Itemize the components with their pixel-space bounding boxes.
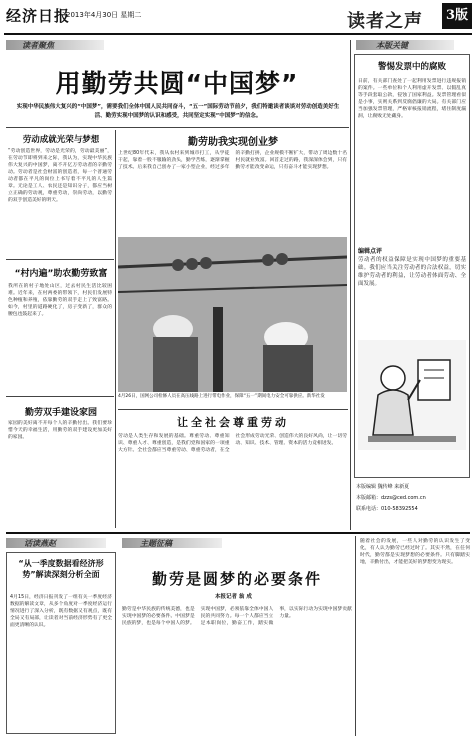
- essay-body: 勤劳是中华民族的传统美德，也是实现中国梦的必要条件。中国梦是民族的梦，也是每个中国人的梦。实现中国梦，必须依靠全体中国人民的共同努力。每一个人都应当立足本职岗位，勤奋工作，踏实做事，以实际行动为实现中国梦贡献力量。: [122, 607, 352, 626]
- left-article-title: 劳动成就光荣与梦想: [22, 135, 100, 145]
- linemen-illustration: [118, 237, 347, 392]
- divider-center-photo: [118, 409, 348, 410]
- section-title: 读者之声: [347, 11, 423, 32]
- column-rule-2: [350, 40, 351, 530]
- divider-left-1: [6, 259, 114, 260]
- staff-box: [356, 482, 470, 515]
- bottom-left-title: “从一季度数据看经济形势”解读深刻分析全面: [18, 559, 104, 579]
- sidebar-opinion-title: 编辑点评: [358, 248, 383, 255]
- divider-left-2: [6, 396, 114, 397]
- divider-bottom-section: [6, 532, 470, 534]
- bottom-left-body: 4月15日，经济日报刊发了一组有关一季度经济数据的解读文章，从多个角度对一季度经济运行情况进行了深入分析，既有数据又有观点，既有全局又有局部，让读者对当前经济形势有了更全面更清晰的认识。: [10, 595, 112, 628]
- social-article-body: 劳动是人类生存和发展的基础。尊重劳动、尊重知识、尊重人才、尊重创造，是我们党和国家的一项重大方针。全社会都应当尊重劳动、尊重劳动者，在全社会形成劳动光荣、创造伟大的良好风尚，让一切劳动、知识、技术、管理、资本的活力竞相迸发。: [118, 434, 347, 453]
- kicker-bar-bottom-mid: [122, 538, 222, 548]
- kicker-bottom-mid: 主题征稿: [140, 538, 172, 548]
- right-column-body: 随着社会的发展，一些人对勤劳的认识发生了变化，有人认为勤劳已经过时了。其实不然，在任何时代，勤劳都是实现梦想的必要条件。只有脚踏实地，辛勤付出，才能把美好的梦想变为现实。: [360, 539, 470, 565]
- center-article-body: 上世纪80年代末，我从农村来到城市打工，从学徒干起，靠着一股不服输的劲头，勤学苦练，逐渐掌握了技术。后来我自己创办了一家小型企业，经过多年的辛勤打拼，企业规模不断扩大，带动了周边数十名村民就业致富。回首走过的路，我深深体会到，只有勤劳才能改变命运，只有奋斗才能实现梦想。: [118, 151, 347, 170]
- sidebar-opinion-body: 劳动者的权益保障是实现中国梦的重要基础。我们应当关注劳动者的合法权益，切实维护劳动者的利益，让劳动者体面劳动、全面发展。: [358, 257, 466, 287]
- staff-editor: 本版编辑 魏传峰 来新夏: [356, 484, 410, 490]
- main-headline: 用勤劳共圆“中国梦”: [55, 69, 299, 98]
- newspaper-title: 经济日报: [6, 7, 71, 25]
- divider-under-lead: [6, 127, 349, 128]
- issue-date: 2013年4月30日 星期二: [66, 11, 142, 19]
- left-article-body: “劳动创造世界，劳动是光荣的，劳动最美丽”，在劳动节即将到来之际，我认为，实现中华民族伟大复兴的中国梦，离不开亿万劳动者的辛勤劳动。劳动者是社会财富的创造者，每一个普通劳动者都在平凡的岗位上书写着不平凡的人生篇章。无论是工人、农民还是知识分子，都应当树立正确的劳动观，尊重劳动，崇尚劳动，以勤劳的双手创造美好的明天。: [8, 149, 112, 203]
- kicker-top: 读者聚焦: [22, 40, 54, 50]
- lower-left-article-body: 家园的美好离不开每个人的辛勤付出。我们要珍惜今天的幸福生活，用勤劳的双手建设更加美好的家园。: [8, 421, 112, 440]
- kicker-bottom-left: 话读燕赵: [24, 538, 56, 548]
- social-article-title: 让全社会尊重劳动: [177, 416, 289, 429]
- page-number: 3版: [442, 3, 472, 29]
- masthead-rule: [4, 33, 472, 35]
- worker-photo: [118, 237, 347, 392]
- cartoon-illustration: [358, 340, 466, 450]
- column-rule-3: [355, 536, 356, 736]
- sidebar-title: 警惕发票中的腐败: [377, 62, 446, 72]
- main-lead: 实现中华民族伟大复兴的“中国梦”，需要我们全体中国人民共同奋斗，“五一”国际劳动节前夕，我们特邀读者谈谈对劳动创造美好生活、勤劳实现中国梦的认识和感受，共同坚定实现“中国梦”的信念。: [16, 104, 340, 119]
- column-rule-1: [115, 130, 116, 528]
- kicker-bar-top: [6, 40, 104, 50]
- masthead: [4, 3, 472, 35]
- essay-byline: 本报记者 翁 成: [215, 594, 252, 600]
- mid-left-article-body: 我所在的村子地处山区，过去村民生活比较困难。近年来，在村两委的带领下，村民们发展特色种植和养殖，依靠勤劳的双手走上了致富路。如今，村里的道路硬化了，房子变新了，群众的腰包也鼓起来了。: [8, 284, 112, 317]
- kicker-bar-bottom-left: [6, 538, 106, 548]
- staff-phone: 联系电话：010-58392554: [356, 506, 418, 512]
- kicker-right: 本版关键: [376, 40, 408, 50]
- staff-contact: 本版邮箱：dzzs@ced.com.cn: [356, 495, 426, 501]
- essay-title: 勤劳是圆梦的必要条件: [151, 570, 322, 588]
- photo-caption: 4月26日，国网公司检修人员在高压线路上进行带电作业，保障“五一”期间电力安全可靠供应。新华社发: [118, 394, 325, 399]
- sidebar-body: 日前，有关部门查处了一起利用发票进行违规报销的案件。一些单位和个人利用虚开发票、以假乱真等手段套取公款，侵蚀了国家利益。发票管理看似是小事，实则关系到反腐倡廉的大局。有关部门应当加强发票管理，严格审核报销流程，堵住制度漏洞，让腐败无处藏身。: [358, 79, 466, 119]
- lower-left-article-title: 勤劳双手建设家园: [24, 408, 97, 418]
- center-article-title: 勤劳助我实现创业梦: [188, 137, 278, 148]
- mid-left-article-title: “村内遍”助农勤劳致富: [14, 269, 108, 279]
